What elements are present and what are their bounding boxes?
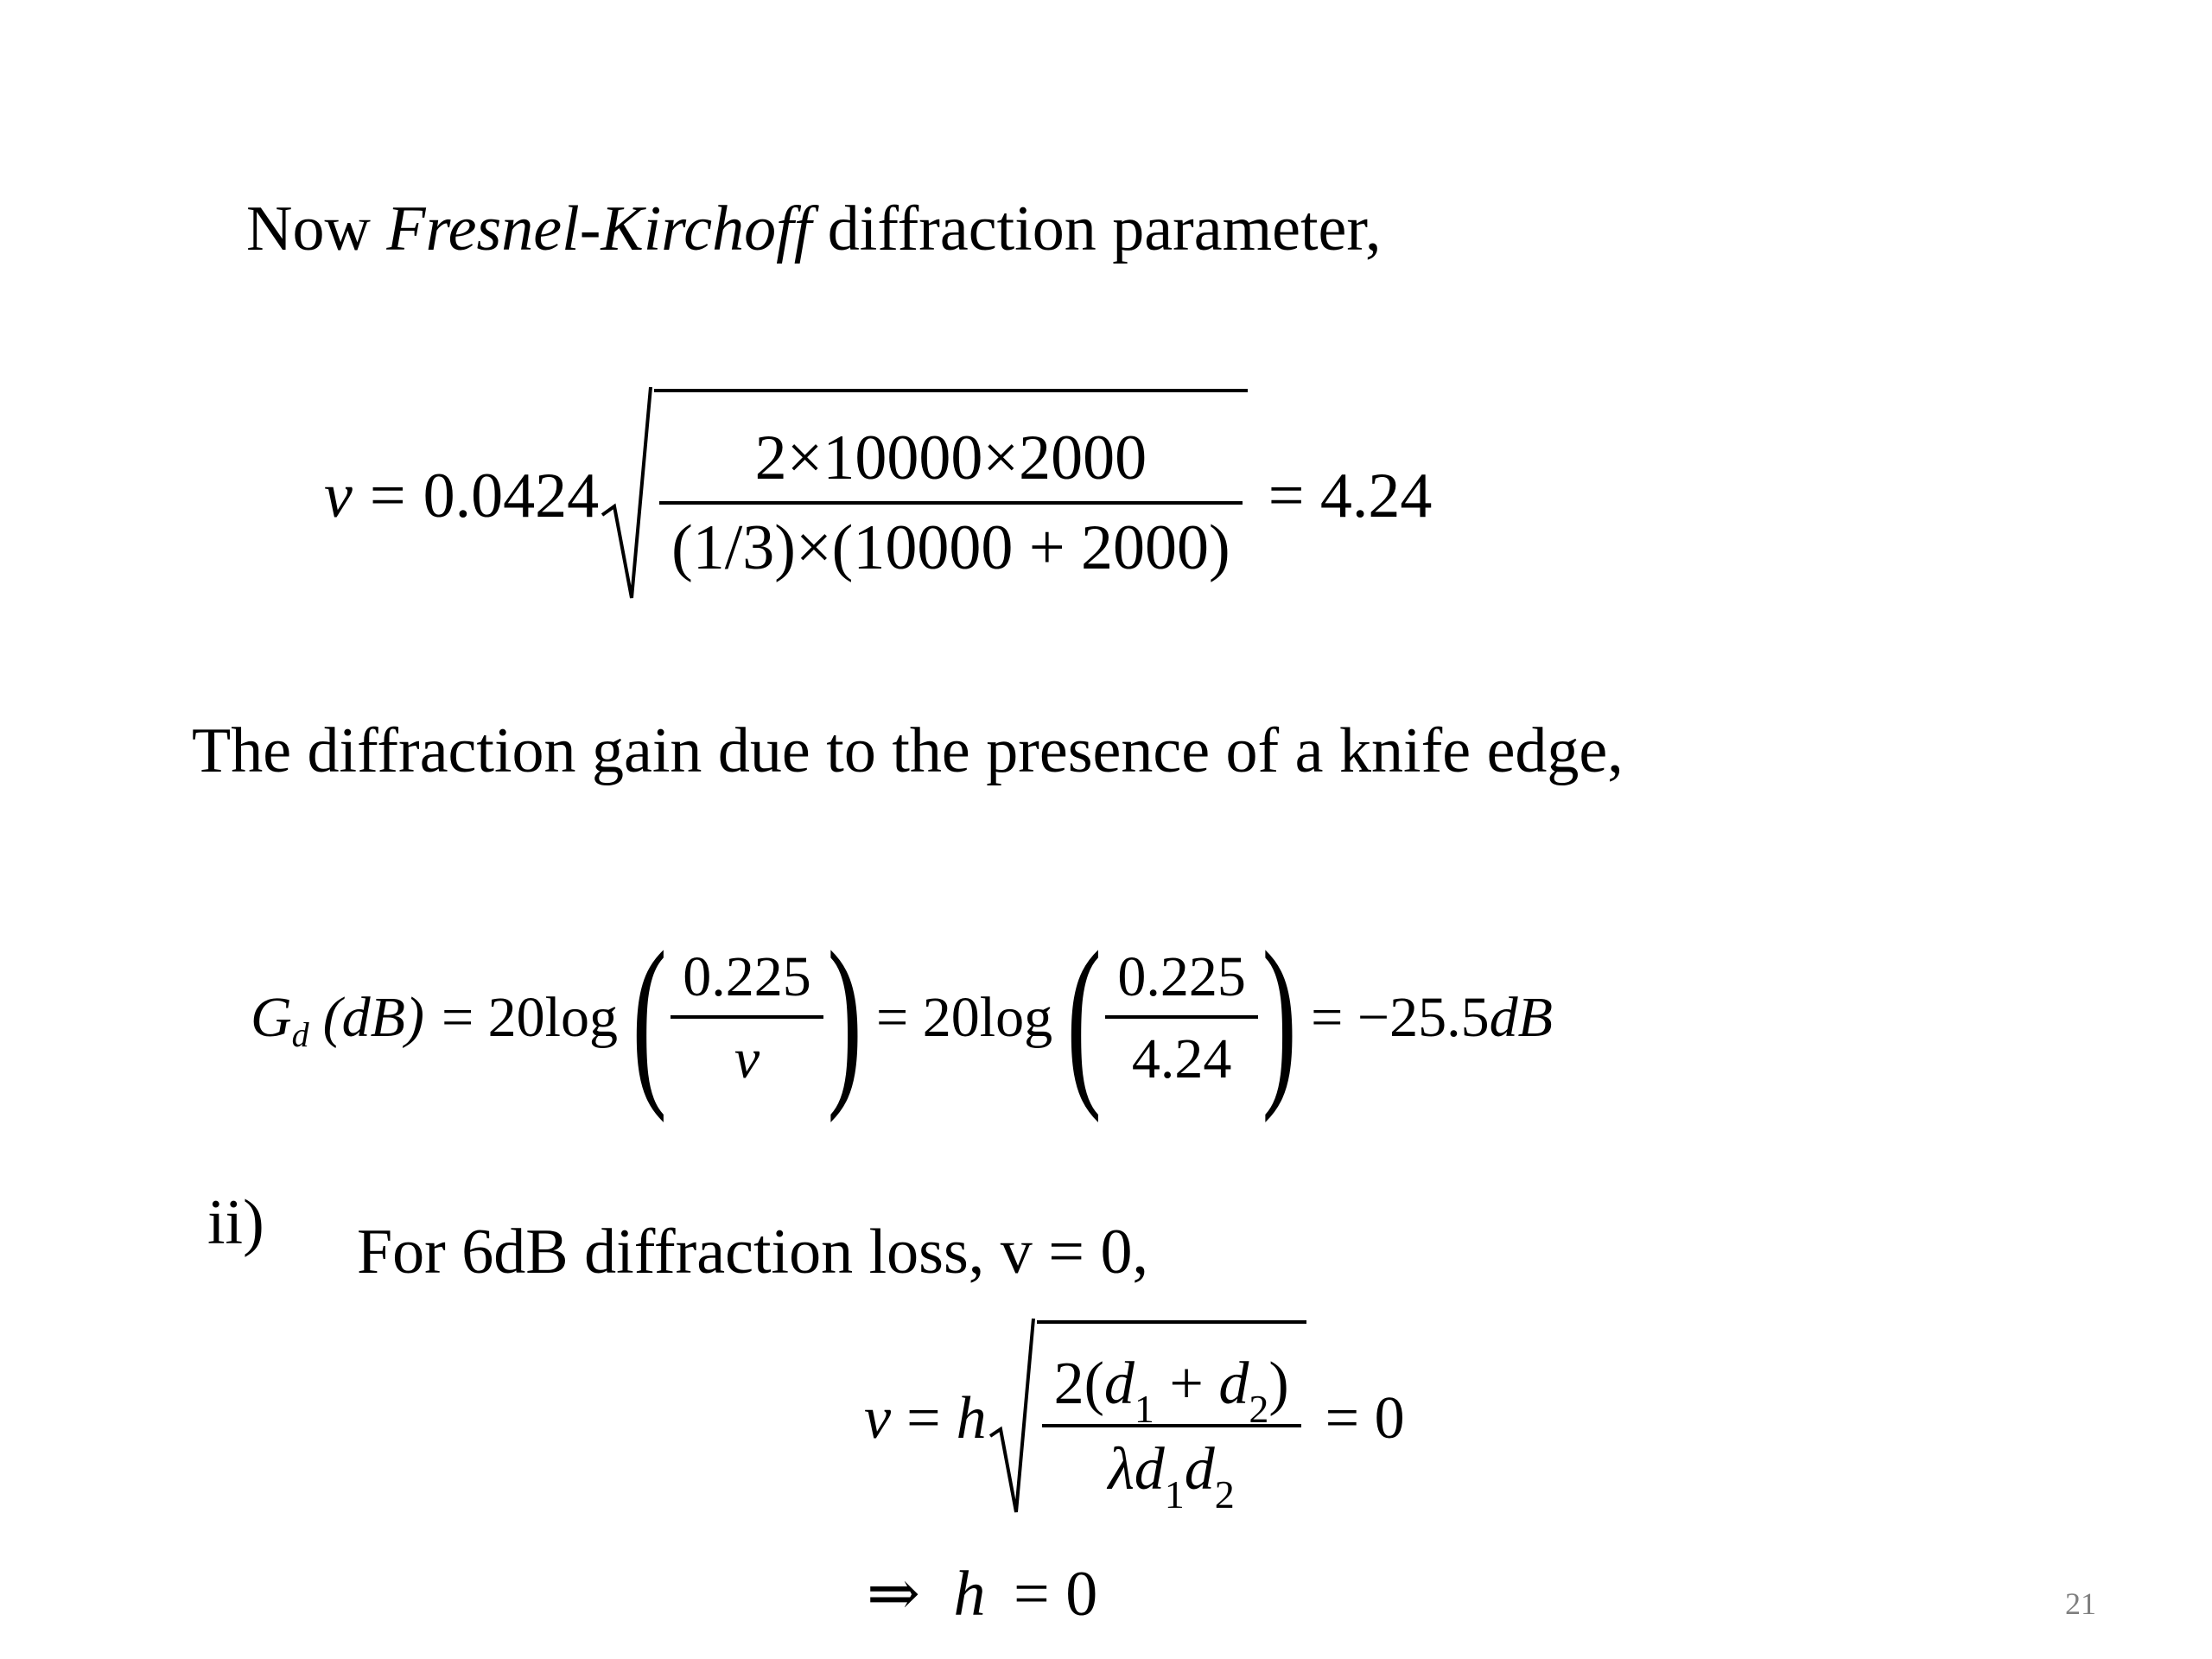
intro-italic-term: Fresnel-Kirchoff bbox=[386, 194, 812, 264]
eq3-square-root bbox=[987, 1320, 1306, 1517]
eq1-square-root bbox=[599, 389, 1248, 603]
eq2-frac1-numerator: 0.225 bbox=[683, 944, 811, 1008]
eq1-lhs: v bbox=[324, 461, 353, 531]
eq3-result: = 0 bbox=[1325, 1385, 1405, 1452]
eq3-denominator bbox=[1096, 1436, 1246, 1516]
part-label: ii) bbox=[207, 1187, 264, 1258]
eq2-fraction-1 bbox=[671, 944, 823, 1090]
eq3-den-lambda: λ bbox=[1108, 1436, 1135, 1503]
right-paren-2: ) bbox=[1262, 912, 1297, 1123]
eq4-var: h bbox=[953, 1559, 986, 1630]
part-text: For 6dB diffraction loss, v = 0, bbox=[357, 1217, 1149, 1287]
eq2-fraction-2 bbox=[1105, 944, 1258, 1090]
eq2-unit: (dB) bbox=[322, 986, 424, 1049]
fraction-bar bbox=[671, 1015, 823, 1019]
eq3-equals: = bbox=[906, 1385, 941, 1452]
eq1-radicand bbox=[654, 389, 1248, 603]
left-paren-1: ( bbox=[632, 912, 667, 1123]
eq3-radicand bbox=[1037, 1320, 1306, 1517]
equation-diffraction-gain bbox=[251, 912, 1553, 1123]
eq1-numerator: 2×10000×2000 bbox=[754, 423, 1147, 494]
eq3-num-plus: + bbox=[1154, 1350, 1219, 1417]
eq1-denominator: (1/3)×(10000 + 2000) bbox=[671, 512, 1230, 583]
left-paren-2: ( bbox=[1066, 912, 1102, 1123]
eq3-lhs: v bbox=[864, 1385, 892, 1452]
eq1-result: = 4.24 bbox=[1268, 461, 1433, 531]
eq3-num-sub2: 2 bbox=[1249, 1386, 1269, 1431]
eq2-subscript: d bbox=[291, 1015, 309, 1054]
eq2-equals-log-2: = 20log bbox=[876, 986, 1053, 1049]
eq4-result: = 0 bbox=[1014, 1559, 1098, 1630]
eq3-num-d1: d bbox=[1103, 1350, 1135, 1417]
eq3-den-sub2: 2 bbox=[1214, 1472, 1235, 1516]
eq3-num-prefix: 2( bbox=[1053, 1350, 1104, 1417]
implies-arrow-icon: ⇒ bbox=[867, 1559, 921, 1630]
intro-suffix: diffraction parameter, bbox=[827, 194, 1382, 264]
eq1-equals: = bbox=[369, 461, 406, 531]
eq2-result-value: = −25.5 bbox=[1311, 986, 1490, 1049]
eq1-coefficient: 0.0424 bbox=[423, 461, 600, 531]
fraction-bar bbox=[659, 501, 1243, 505]
eq3-num-sub1: 1 bbox=[1134, 1386, 1154, 1431]
eq2-frac2-numerator: 0.225 bbox=[1117, 944, 1246, 1008]
eq2-frac2-denominator: 4.24 bbox=[1131, 1027, 1232, 1090]
page-number: 21 bbox=[2065, 1586, 2096, 1621]
eq3-den-d2: d bbox=[1184, 1436, 1215, 1503]
eq2-equals-log-1: = 20log bbox=[441, 986, 619, 1049]
eq3-fraction bbox=[1042, 1350, 1301, 1516]
gain-intro-line: The diffraction gain due to the presence of a knife edge, bbox=[192, 715, 1624, 786]
eq3-num-suffix: ) bbox=[1268, 1350, 1289, 1417]
equation-v-zero bbox=[864, 1320, 1405, 1517]
eq3-numerator bbox=[1042, 1350, 1301, 1431]
intro-line bbox=[246, 194, 1382, 264]
equation-diffraction-parameter bbox=[324, 389, 1432, 603]
eq3-den-sub1: 1 bbox=[1164, 1472, 1185, 1516]
right-paren-1: ) bbox=[827, 912, 862, 1123]
equation-h-zero bbox=[867, 1559, 1098, 1630]
eq2-frac1-denominator: v bbox=[734, 1027, 760, 1090]
eq2-result-unit: dB bbox=[1489, 986, 1553, 1049]
radical-sign-icon bbox=[599, 385, 654, 603]
eq3-num-d2: d bbox=[1218, 1350, 1249, 1417]
eq1-fraction bbox=[659, 425, 1243, 582]
eq3-den-d1: d bbox=[1134, 1436, 1165, 1503]
radical-sign-icon bbox=[987, 1317, 1037, 1517]
intro-prefix: Now bbox=[246, 194, 371, 264]
eq3-factor: h bbox=[956, 1385, 987, 1452]
eq2-symbol: G bbox=[251, 986, 292, 1049]
fraction-bar bbox=[1105, 1015, 1258, 1019]
